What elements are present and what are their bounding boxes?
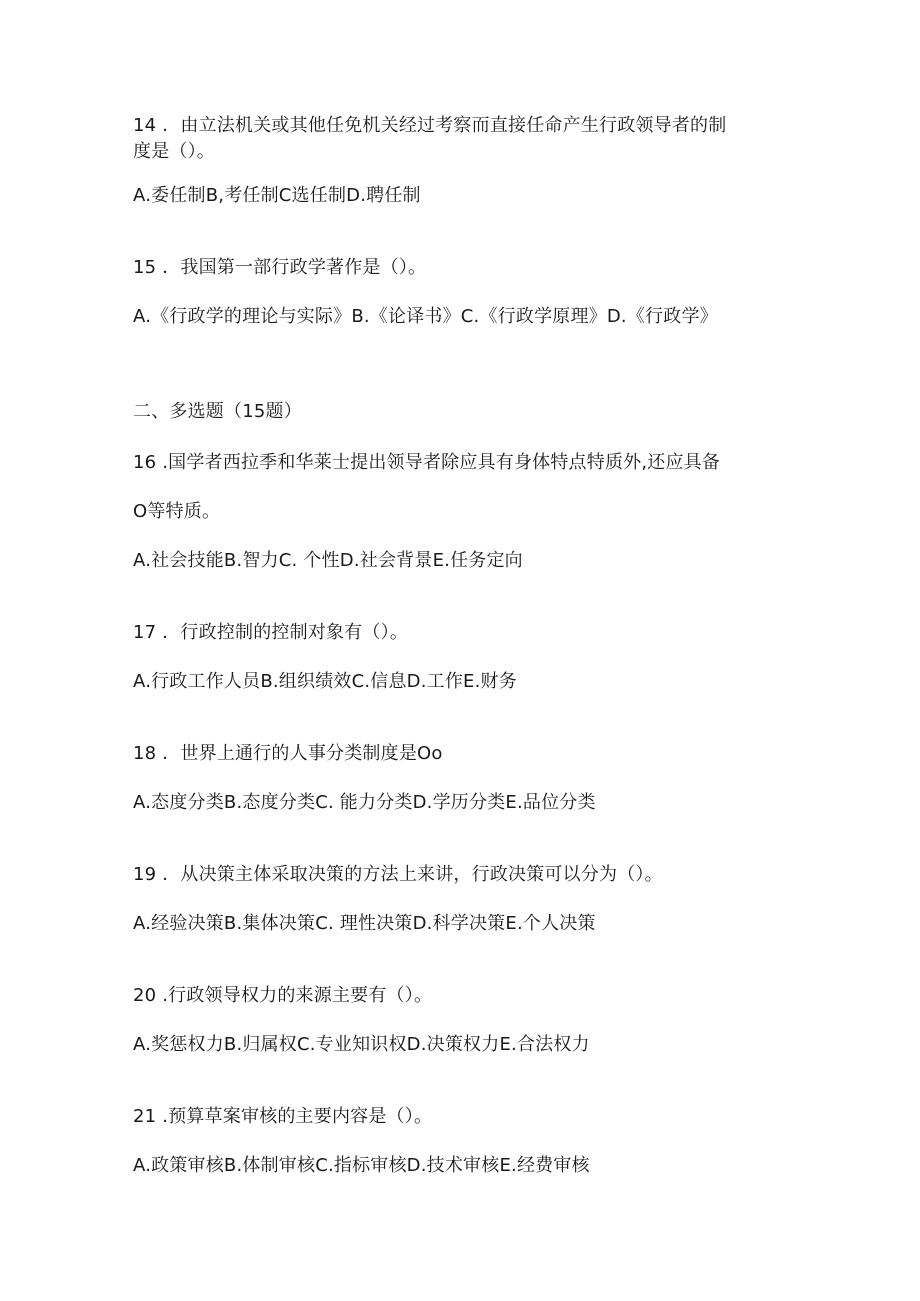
question-15-options: A.《行政学的理论与实际》B.《论译书》C.《行政学原理》D.《行政学》 — [133, 306, 718, 327]
question-20-options: A.奖惩权力B.归属权C.专业知识权D.决策权力E.合法权力 — [133, 1034, 590, 1055]
question-16-stem-line1: 16 .国学者西拉季和华莱士提出领导者除应具有身体特点特质外,还应具备 — [133, 452, 721, 473]
question-20-stem: 20 .行政领导权力的来源主要有（）。 — [133, 985, 433, 1006]
question-14-stem-line2: 度是（）。 — [133, 141, 215, 162]
section-heading: 二、多选题（15题） — [133, 401, 302, 422]
question-21-options: A.政策审核B.体制审核C.指标审核D.技术审核E.经费审核 — [133, 1155, 590, 1176]
question-17-stem: 17 ．行政控制的控制对象有（）。 — [133, 622, 409, 643]
question-16-stem-line2: O等特质。 — [133, 501, 221, 522]
question-14-stem-line1: 14 ．由立法机关或其他任免机关经过考察而直接任命产生行政领导者的制 — [133, 115, 727, 136]
question-14-options: A.委任制B,考任制C选任制D.聘任制 — [133, 185, 421, 206]
question-18-options: A.态度分类B.态度分类C. 能力分类D.学历分类E.品位分类 — [133, 792, 596, 813]
question-16-options: A.社会技能B.智力C. 个性D.社会背景E.任务定向 — [133, 550, 523, 571]
question-19-stem: 19 ．从决策主体采取决策的方法上来讲，行政决策可以分为（）。 — [133, 864, 663, 885]
question-15-stem: 15 ．我国第一部行政学著作是（）。 — [133, 257, 427, 278]
question-19-options: A.经验决策B.集体决策C. 理性决策D.科学决策E.个人决策 — [133, 913, 596, 934]
question-21-stem: 21 .预算草案审核的主要内容是（）。 — [133, 1106, 433, 1127]
question-18-stem: 18 ．世界上通行的人事分类制度是Oo — [133, 743, 443, 764]
question-17-options: A.行政工作人员B.组织绩效C.信息D.工作E.财务 — [133, 671, 517, 692]
